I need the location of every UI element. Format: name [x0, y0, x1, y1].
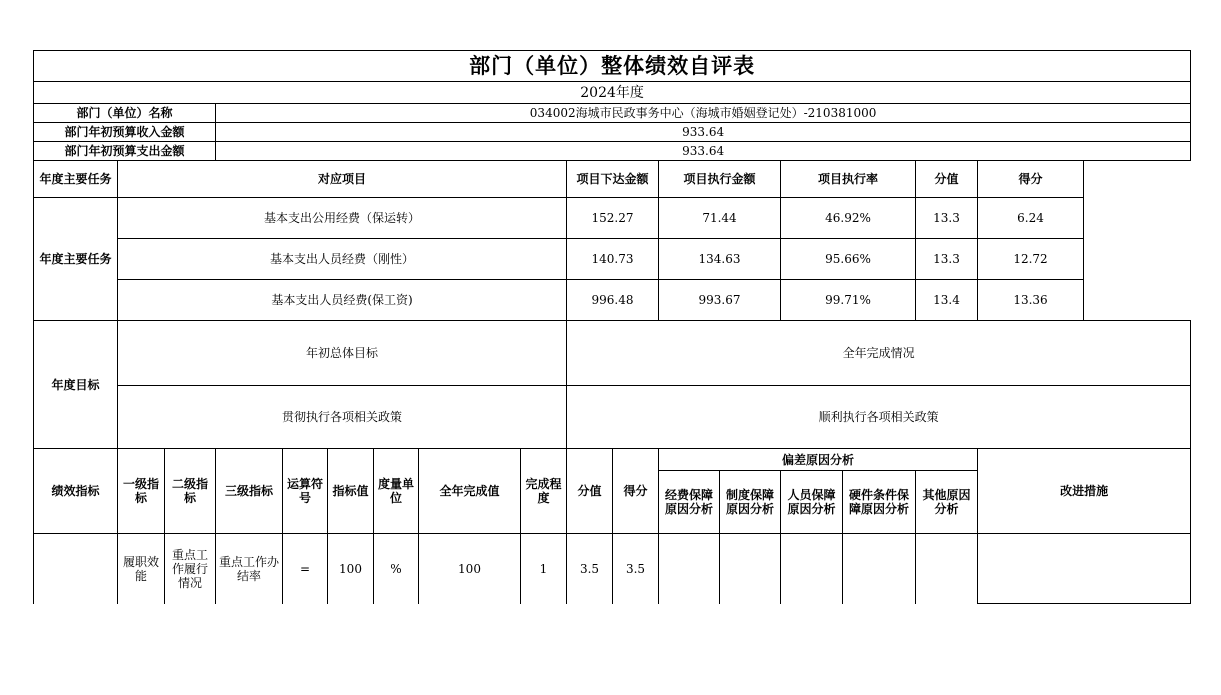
task-assigned: 996.48 [567, 280, 659, 321]
indicator-level1: 履职效能 [118, 534, 165, 604]
task-assigned: 152.27 [567, 198, 659, 239]
dept-name-label: 部门（单位）名称 [34, 104, 216, 123]
target-header: 指标值 [328, 449, 374, 534]
degree-header: 完成程度 [521, 449, 567, 534]
completion-value: 顺利执行各项相关政策 [567, 386, 1191, 449]
expense-value: 933.64 [216, 142, 1191, 161]
dev-other-header: 其他原因分析 [916, 471, 978, 534]
indicator-score: 3.5 [613, 534, 659, 604]
task-item: 基本支出公用经费（保运转） [118, 198, 567, 239]
page-title: 部门（单位）整体绩效自评表 [34, 51, 1191, 82]
task-rate: 95.66% [781, 239, 916, 280]
task-executed: 993.67 [659, 280, 781, 321]
col-assigned-header: 项目下达金额 [567, 161, 659, 198]
dev-hardware-cell [843, 534, 916, 604]
indicator-annual-value: 100 [419, 534, 521, 604]
performance-self-evaluation-table [33, 50, 1191, 604]
dev-system-cell [720, 534, 781, 604]
task-score-value: 13.3 [916, 239, 978, 280]
task-score: 6.24 [978, 198, 1084, 239]
dev-funding-cell [659, 534, 720, 604]
indicator-level2: 重点工作履行情况 [165, 534, 216, 604]
task-score: 12.72 [978, 239, 1084, 280]
expense-label: 部门年初预算支出金额 [34, 142, 216, 161]
improve-header: 改进措施 [978, 449, 1191, 534]
income-value: 933.64 [216, 123, 1191, 142]
overall-goal-value: 贯彻执行各项相关政策 [118, 386, 567, 449]
indicator-score-value: 3.5 [567, 534, 613, 604]
dev-system-header: 制度保障原因分析 [720, 471, 781, 534]
task-executed: 71.44 [659, 198, 781, 239]
indicator-operator: = [283, 534, 328, 604]
score-value-header: 分值 [567, 449, 613, 534]
improve-cell [978, 534, 1191, 604]
dev-staff-cell [781, 534, 843, 604]
tasks-side-label: 年度主要任务 [34, 198, 118, 321]
unit-header: 度量单位 [374, 449, 419, 534]
goals-label: 年度目标 [34, 321, 118, 449]
income-label: 部门年初预算收入金额 [34, 123, 216, 142]
indicator-unit: % [374, 534, 419, 604]
task-item: 基本支出人员经费（刚性） [118, 239, 567, 280]
overall-goal-header: 年初总体目标 [118, 321, 567, 386]
dev-hardware-header: 硬件条件保障原因分析 [843, 471, 916, 534]
task-assigned: 140.73 [567, 239, 659, 280]
task-item: 基本支出人员经费(保工资) [118, 280, 567, 321]
indicator-degree: 1 [521, 534, 567, 604]
col-executed-header: 项目执行金额 [659, 161, 781, 198]
level1-header: 一级指标 [118, 449, 165, 534]
operator-header: 运算符号 [283, 449, 328, 534]
col-score-header: 得分 [978, 161, 1084, 198]
indicator-level3: 重点工作办结率 [216, 534, 283, 604]
dev-funding-header: 经费保障原因分析 [659, 471, 720, 534]
score-header: 得分 [613, 449, 659, 534]
dev-other-cell [916, 534, 978, 604]
task-score-value: 13.4 [916, 280, 978, 321]
task-score-value: 13.3 [916, 198, 978, 239]
task-executed: 134.63 [659, 239, 781, 280]
task-score: 13.36 [978, 280, 1084, 321]
completion-header: 全年完成情况 [567, 321, 1191, 386]
level3-header: 三级指标 [216, 449, 283, 534]
col-rate-header: 项目执行率 [781, 161, 916, 198]
indicators-label: 绩效指标 [34, 449, 118, 534]
indicator-target: 100 [328, 534, 374, 604]
task-rate: 99.71% [781, 280, 916, 321]
col-score-value-header: 分值 [916, 161, 978, 198]
indicators-blank [34, 534, 118, 604]
deviation-header: 偏差原因分析 [659, 449, 978, 471]
dept-name-value: 034002海城市民政事务中心（海城市婚姻登记处）-210381000 [216, 104, 1191, 123]
dev-staff-header: 人员保障原因分析 [781, 471, 843, 534]
year-label: 2024年度 [34, 82, 1191, 104]
annual-value-header: 全年完成值 [419, 449, 521, 534]
task-rate: 46.92% [781, 198, 916, 239]
col-item-header: 对应项目 [118, 161, 567, 198]
level2-header: 二级指标 [165, 449, 216, 534]
tasks-header-label: 年度主要任务 [34, 161, 118, 198]
